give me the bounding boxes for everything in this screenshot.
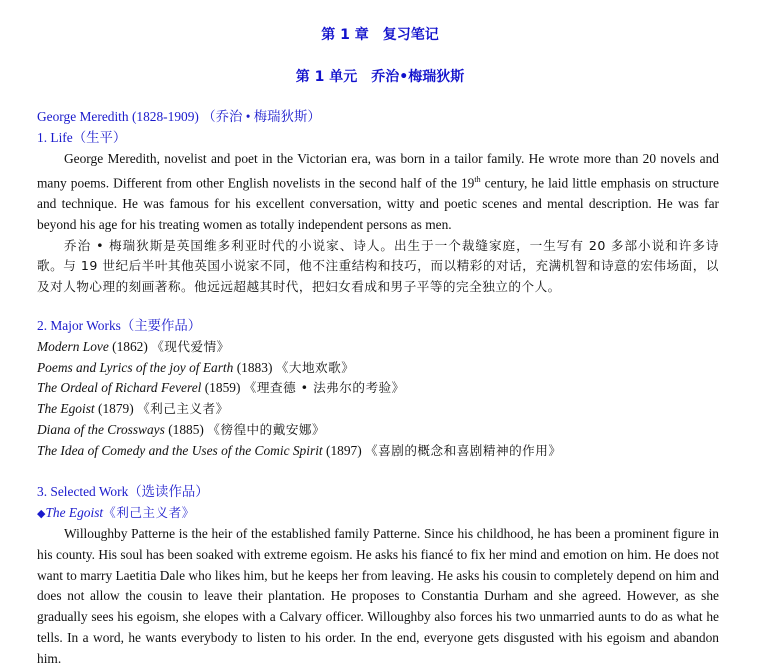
selected-work-cn: 《利己主义者》 <box>103 505 195 520</box>
work-item <box>37 358 354 378</box>
chapter-title: 第 1 章 复习笔记 <box>321 27 439 43</box>
work-item <box>37 441 561 461</box>
work-title: The Egoist <box>37 401 95 416</box>
work-cn-title: 《喜剧的概念和喜剧精神的作用》 <box>365 443 562 458</box>
life-paragraph-cn: 乔治 • 梅瑞狄斯是英国维多利亚时代的小说家、诗人。出生于一个裁缝家庭，一生写有 20 多部小说和许多诗歌。与 19 世纪后半叶其他英国小说家不同，他不注重结构和技巧，而以精彩的对话，充满机智和诗意的宏伟场面，以及对人物心理的刻画著称。他远远超越其时代，把妇女看成和男子平等的完全独立的个人。 <box>37 237 719 295</box>
work-year: (1885) <box>164 422 208 437</box>
diamond-bullet-icon: ◆ <box>37 508 46 520</box>
work-title: The Ordeal of Richard Feverel <box>37 380 202 395</box>
work-year: (1883) <box>233 360 276 375</box>
works-heading: 2. Major Works（主要作品） <box>37 318 202 333</box>
work-item <box>37 399 229 419</box>
author-heading: George Meredith (1828-1909) （乔治 • 梅瑞狄斯） <box>37 109 321 124</box>
work-cn-title: 《徬徨中的戴安娜》 <box>207 422 326 437</box>
work-cn-title: 《利己主义者》 <box>137 401 229 416</box>
selected-work-heading <box>37 503 195 524</box>
selected-heading: 3. Selected Work（选读作品） <box>37 484 209 499</box>
work-cn-title: 《现代爱情》 <box>151 339 230 354</box>
life-en-superscript: th <box>474 174 481 184</box>
selected-summary <box>37 524 719 670</box>
life-en-text-2: century, he laid little emphasis on structure and technique. He was famous for his excellent conversation, witty and poetic scenes and mental description. He was far beyond his age for his treating women as totally independent persons as men. <box>37 175 719 232</box>
summary-paragraph: Willoughby Patterne is the heir of the established family Patterne. Since his childhood, he has been a prominent figure in his county. His soul has been soaked with extreme egoism. He asks his fiancé to fix her mind and emotion on him. He does not want to marry Laetitia Dale who likes him, but he keeps her from leaving. He asks his cousin to completely depend on him and does not allow the cousin to leave their plantation. He proposes to Constantia Durham and she agreed. However, as she gradually sees his egoism, she elopes with a Calvary officer. Willoughby also forces his two unmarried aunts to do as what he tells. In a word, he wants everybody to listen to his order. In the end, everyone gets disgusted with his egoism and abandon him. <box>37 526 719 666</box>
work-title: Modern Love <box>37 339 109 354</box>
work-item <box>37 378 405 398</box>
life-en-text-1: George Meredith, novelist and poet in the Victorian era, was born in a tailor family. He wrote more than 20 novels and many poems. Different from other English novelists in the second half of the 19 <box>37 151 719 191</box>
work-title: Diana of the Crossways <box>37 422 165 437</box>
selected-work-title: The Egoist <box>45 505 104 520</box>
work-title: The Idea of Comedy and the Uses of the Comic Spirit <box>37 443 323 458</box>
work-item <box>37 337 230 357</box>
unit-title: 第 1 单元 乔治•梅瑞狄斯 <box>295 69 465 85</box>
life-section <box>37 149 719 298</box>
life-heading: 1. Life（生平） <box>37 130 127 145</box>
work-title: Poems and Lyrics of the joy of Earth <box>37 360 234 375</box>
work-cn-title: 《大地欢歌》 <box>275 360 355 375</box>
work-year: (1879) <box>94 401 138 416</box>
work-year: (1859) <box>201 380 244 395</box>
work-year: (1897) <box>322 443 366 458</box>
life-paragraph-en <box>37 149 719 236</box>
work-cn-title: 《理查德 • 法弗尔的考验》 <box>243 380 405 395</box>
work-item <box>37 420 325 440</box>
work-year: (1862) <box>108 339 152 354</box>
